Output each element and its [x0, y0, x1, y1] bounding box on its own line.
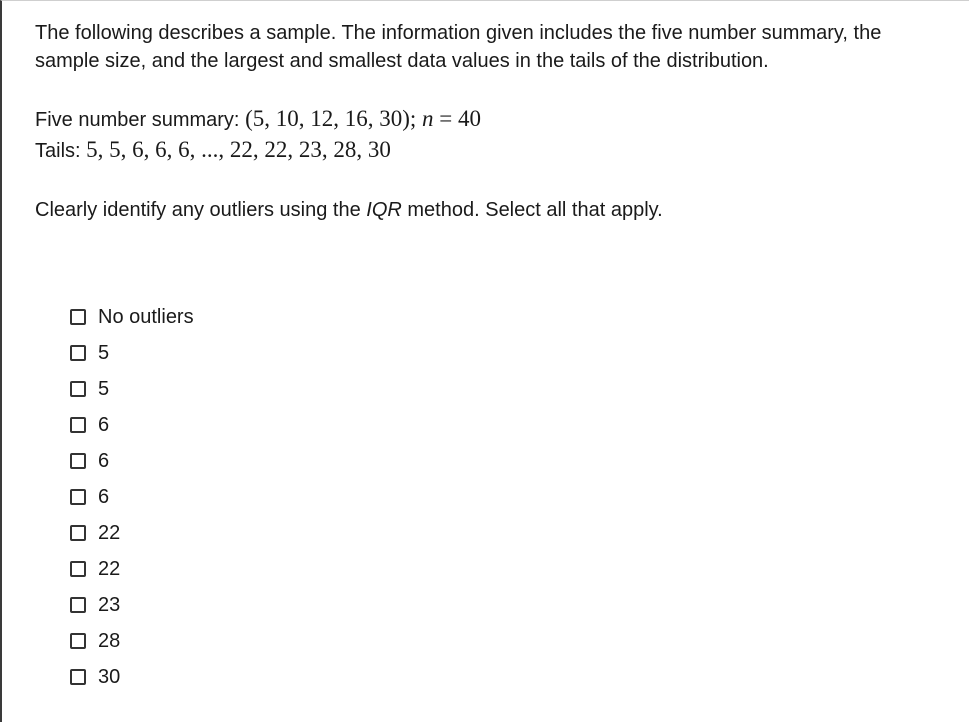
option-22-b[interactable]: [70, 551, 194, 587]
option-label: 22: [98, 557, 121, 580]
tails-value: 5, 5, 6, 6, 6, ..., 22, 22, 23, 28, 30: [86, 137, 391, 162]
summary-value: [245, 106, 481, 131]
checkbox-icon[interactable]: [70, 417, 86, 433]
option-label: 6: [98, 449, 110, 472]
option-5-b[interactable]: [70, 371, 194, 407]
tails-line: [35, 135, 935, 166]
checkbox-icon[interactable]: [70, 345, 86, 361]
option-label: 30: [98, 665, 121, 688]
option-6-c[interactable]: [70, 479, 194, 515]
answer-options: [70, 299, 194, 695]
option-label: No outliers: [98, 305, 194, 328]
checkbox-icon[interactable]: [70, 489, 86, 505]
option-label: 6: [98, 485, 110, 508]
summary-label: Five number summary:: [35, 109, 246, 131]
option-label: 23: [98, 593, 121, 616]
given-info: [35, 104, 935, 166]
sample-size-value: = 40: [433, 106, 482, 131]
option-no-outliers[interactable]: [70, 299, 194, 335]
option-label: 6: [98, 413, 110, 436]
tails-label: Tails:: [35, 140, 87, 162]
option-6-a[interactable]: [70, 407, 194, 443]
checkbox-icon[interactable]: [70, 669, 86, 685]
checkbox-icon[interactable]: [70, 525, 86, 541]
option-22-a[interactable]: [70, 515, 194, 551]
question-content: [35, 19, 935, 224]
option-label: 22: [98, 521, 121, 544]
option-label: 5: [98, 377, 110, 400]
option-23[interactable]: [70, 587, 194, 623]
prompt-method: IQR: [366, 199, 402, 221]
prompt-before: Clearly identify any outliers using the: [35, 199, 367, 221]
option-5-a[interactable]: [70, 335, 194, 371]
checkbox-icon[interactable]: [70, 633, 86, 649]
option-30[interactable]: [70, 659, 194, 695]
question-prompt: [35, 196, 935, 224]
checkbox-icon[interactable]: [70, 597, 86, 613]
checkbox-icon[interactable]: [70, 453, 86, 469]
option-28[interactable]: [70, 623, 194, 659]
checkbox-icon[interactable]: [70, 309, 86, 325]
prompt-after: method. Select all that apply.: [401, 199, 663, 221]
option-label: 28: [98, 629, 121, 652]
checkbox-icon[interactable]: [70, 381, 86, 397]
option-label: 5: [98, 341, 110, 364]
question-intro: The following describes a sample. The information given includes the five number summary, the sample size, and the largest and smallest data values in the tails of the distribution.: [35, 22, 882, 72]
checkbox-icon[interactable]: [70, 561, 86, 577]
five-number-summary-line: [35, 104, 935, 135]
sample-size-variable: n: [422, 106, 434, 131]
summary-numbers: (5, 10, 12, 16, 30);: [245, 106, 423, 131]
option-6-b[interactable]: [70, 443, 194, 479]
